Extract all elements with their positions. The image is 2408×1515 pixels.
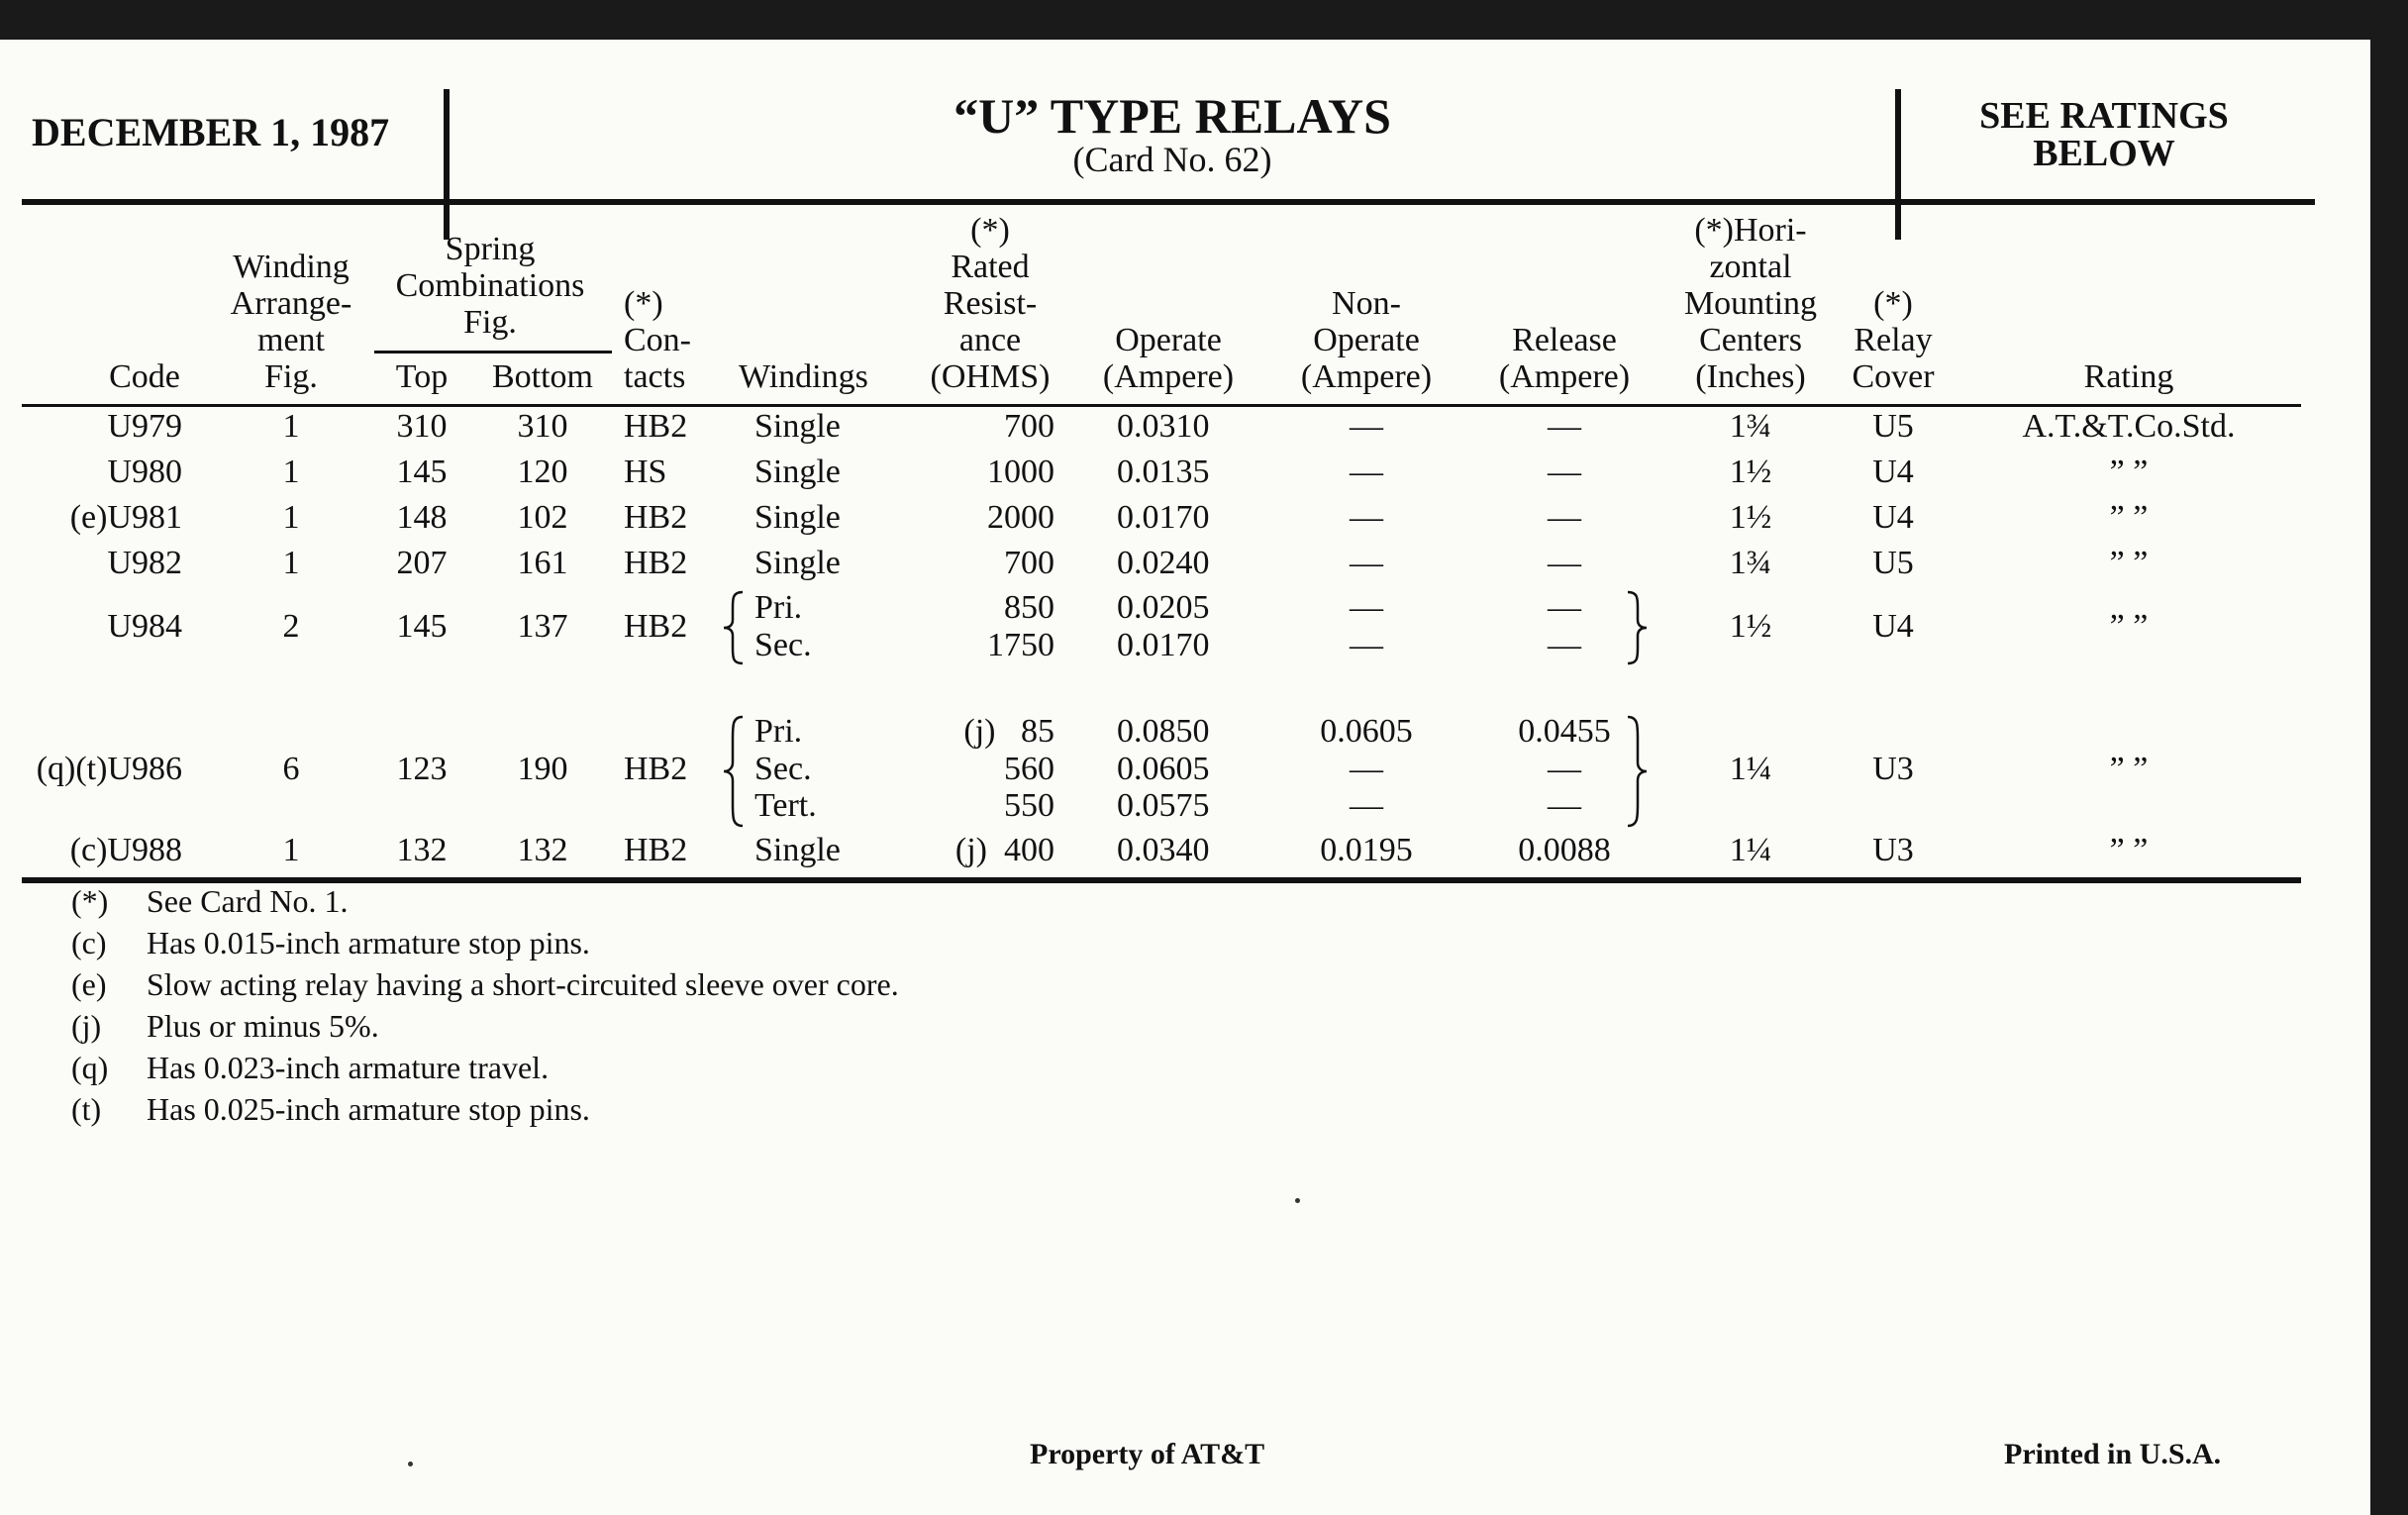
cell-contacts: HB2 [624, 751, 688, 787]
cell-resistance: 700 [1004, 545, 1054, 581]
cell-non-operate-pri: 0.0605 [1320, 713, 1413, 750]
cell-contacts: HB2 [624, 545, 688, 581]
cell-code: (c)U988 [69, 832, 182, 868]
col-operate: Operate (Ampere) [1102, 322, 1235, 395]
left-brace-icon [721, 590, 747, 665]
card-date: DECEMBER 1, 1987 [32, 110, 390, 154]
cell-spring-top: 123 [396, 751, 448, 787]
cell-resistance-pri: 850 [1004, 589, 1054, 626]
cell-windings: Single [754, 499, 841, 536]
cell-rating: ” ” [2109, 832, 2149, 868]
cell-spring-top: 145 [396, 454, 448, 490]
cell-mounting: 1½ [1729, 499, 1772, 536]
cell-winding-fig: 1 [282, 832, 300, 868]
cell-winding-fig: 1 [282, 454, 300, 490]
cell-rating: ” ” [2109, 751, 2149, 787]
cell-spring-top: 148 [396, 499, 448, 536]
cell-release: — [1548, 499, 1581, 536]
header-rule [22, 199, 2315, 205]
cell-operate-pri: 0.0850 [1117, 713, 1210, 750]
cell-cover: U4 [1872, 454, 1914, 490]
cell-code: U984 [107, 608, 182, 645]
cell-mounting: 1¼ [1729, 751, 1772, 787]
cell-winding-pri: Pri. [754, 713, 803, 750]
col-spring-combinations: Spring Combinations Fig. [395, 231, 585, 341]
col-relay-cover: (*) Relay Cover [1852, 285, 1935, 395]
cell-mounting: 1½ [1729, 608, 1772, 645]
cell-winding-pri: Pri. [754, 589, 803, 626]
speck [408, 1462, 413, 1466]
cell-operate: 0.0135 [1117, 454, 1210, 490]
right-brace-icon [1624, 715, 1650, 828]
col-winding-arrangement: Winding Arrange- ment Fig. [230, 249, 352, 395]
cell-spring-bottom: 137 [517, 608, 568, 645]
cell-resistance-pri: (j) 85 [963, 713, 1054, 750]
cell-operate: 0.0340 [1117, 832, 1210, 868]
cell-resistance: 2000 [987, 499, 1054, 536]
footnote-key: (c) [71, 925, 107, 960]
cell-contacts: HB2 [624, 608, 688, 645]
footnote-text: Has 0.023-inch armature travel. [147, 1050, 550, 1085]
col-spring-bottom: Bottom [491, 358, 594, 395]
cell-non-operate: — [1350, 408, 1383, 445]
cell-spring-top: 207 [396, 545, 448, 581]
cell-winding-fig: 1 [282, 545, 300, 581]
cell-operate: 0.0170 [1117, 499, 1210, 536]
cell-spring-top: 132 [396, 832, 448, 868]
cell-mounting: 1¼ [1729, 832, 1772, 868]
cell-winding-fig: 6 [282, 751, 300, 787]
cell-code: U979 [107, 408, 182, 445]
cell-spring-bottom: 120 [517, 454, 568, 490]
cell-winding-tert: Tert. [754, 787, 817, 824]
cell-release: — [1548, 408, 1581, 445]
cell-release-pri: — [1548, 589, 1581, 626]
cell-operate-sec: 0.0170 [1117, 627, 1210, 663]
col-spring-top: Top [395, 358, 449, 395]
footnote-key: (e) [71, 966, 107, 1002]
relay-card [0, 40, 2370, 1515]
cell-mounting: 1¾ [1729, 545, 1772, 581]
footnote-text: Slow acting relay having a short-circuited sleeve over core. [147, 966, 899, 1002]
footnote-key: (q) [71, 1050, 109, 1085]
cell-release: 0.0088 [1518, 832, 1611, 868]
cell-resistance: 1000 [987, 454, 1054, 490]
cell-release: — [1548, 545, 1581, 581]
cell-windings: Single [754, 832, 841, 868]
card-number: (Card No. 62) [1072, 140, 1272, 179]
cell-contacts: HB2 [624, 832, 688, 868]
cell-release-tert: — [1548, 787, 1581, 824]
footnote-text: Has 0.025-inch armature stop pins. [147, 1091, 590, 1127]
cell-cover: U4 [1872, 499, 1914, 536]
spring-underline [374, 351, 612, 354]
speck [1295, 1198, 1300, 1203]
cell-contacts: HS [624, 454, 667, 490]
ratings-note-line1: SEE RATINGS [1979, 95, 2229, 137]
cell-code: (q)(t)U986 [36, 751, 182, 787]
cell-windings: Single [754, 408, 841, 445]
cell-winding-fig: 1 [282, 408, 300, 445]
cell-spring-bottom: 161 [517, 545, 568, 581]
cell-operate-sec: 0.0605 [1117, 751, 1210, 787]
footnote-key: (j) [71, 1008, 102, 1044]
cell-resistance-sec: 1750 [987, 627, 1054, 663]
footnote-key: (*) [71, 883, 109, 919]
footer-property: Property of AT&T [1030, 1438, 1265, 1470]
cell-cover: U3 [1872, 751, 1914, 787]
cell-winding-sec: Sec. [754, 751, 812, 787]
right-brace-icon [1624, 590, 1650, 665]
cell-cover: U3 [1872, 832, 1914, 868]
cell-non-operate: — [1350, 499, 1383, 536]
cell-windings: Single [754, 545, 841, 581]
cell-release-sec: — [1548, 751, 1581, 787]
table-bottom-rule [22, 877, 2301, 883]
cell-mounting: 1¾ [1729, 408, 1772, 445]
col-mounting-centers: (*)Hori- zontal Mounting Centers (Inches) [1683, 212, 1818, 395]
cell-spring-bottom: 310 [517, 408, 568, 445]
cell-spring-bottom: 102 [517, 499, 568, 536]
cell-operate: 0.0240 [1117, 545, 1210, 581]
cell-non-operate: — [1350, 545, 1383, 581]
cell-code: (e)U981 [69, 499, 182, 536]
col-release: Release (Ampere) [1498, 322, 1631, 395]
cell-non-operate-sec: — [1350, 627, 1383, 663]
header-bottom-rule [22, 404, 2301, 407]
cell-code: U982 [107, 545, 182, 581]
footer-printed: Printed in U.S.A. [2004, 1438, 2222, 1470]
cell-rating: ” ” [2109, 608, 2149, 645]
cell-release-sec: — [1548, 627, 1581, 663]
cell-mounting: 1½ [1729, 454, 1772, 490]
cell-spring-bottom: 132 [517, 832, 568, 868]
left-brace-icon [721, 715, 747, 828]
cell-operate: 0.0310 [1117, 408, 1210, 445]
cell-spring-top: 310 [396, 408, 448, 445]
col-rated-resistance: (*) Rated Resist- ance (OHMS) [930, 212, 1051, 395]
cell-operate-tert: 0.0575 [1117, 787, 1210, 824]
card-title: “U” TYPE RELAYS [953, 88, 1391, 144]
cell-winding-sec: Sec. [754, 627, 812, 663]
cell-windings: Single [754, 454, 841, 490]
cell-resistance-sec: 560 [1004, 751, 1054, 787]
cell-non-operate-sec: — [1350, 751, 1383, 787]
cell-cover: U4 [1872, 608, 1914, 645]
cell-spring-bottom: 190 [517, 751, 568, 787]
footnote-text: Plus or minus 5%. [147, 1008, 379, 1044]
col-rating: Rating [2083, 358, 2174, 395]
col-code: Code [109, 358, 180, 395]
cell-rating: ” ” [2109, 499, 2149, 536]
cell-rating: ” ” [2109, 454, 2149, 490]
cell-contacts: HB2 [624, 408, 688, 445]
col-windings: Windings [739, 358, 868, 395]
cell-cover: U5 [1872, 545, 1914, 581]
footnote-key: (t) [71, 1091, 102, 1127]
cell-resistance-tert: 550 [1004, 787, 1054, 824]
cell-rating: A.T.&T.Co.Std. [2022, 408, 2236, 445]
cell-release: — [1548, 454, 1581, 490]
cell-non-operate: 0.0195 [1320, 832, 1413, 868]
ratings-note-line2: BELOW [2033, 133, 2175, 174]
col-contacts: (*) Con- tacts [624, 285, 691, 395]
cell-rating: ” ” [2109, 545, 2149, 581]
footnote-text: See Card No. 1. [147, 883, 349, 919]
footnote-text: Has 0.015-inch armature stop pins. [147, 925, 590, 960]
cell-contacts: HB2 [624, 499, 688, 536]
cell-non-operate: — [1350, 454, 1383, 490]
cell-cover: U5 [1872, 408, 1914, 445]
ratings-note [1901, 97, 2307, 172]
cell-operate-pri: 0.0205 [1117, 589, 1210, 626]
cell-spring-top: 145 [396, 608, 448, 645]
cell-winding-fig: 2 [282, 608, 300, 645]
cell-non-operate-tert: — [1350, 787, 1383, 824]
cell-resistance: 700 [1004, 408, 1054, 445]
cell-winding-fig: 1 [282, 499, 300, 536]
cell-release-pri: 0.0455 [1518, 713, 1611, 750]
col-non-operate: Non- Operate (Ampere) [1300, 285, 1433, 395]
cell-code: U980 [107, 454, 182, 490]
cell-resistance: (j) 400 [954, 832, 1054, 868]
cell-non-operate-pri: — [1350, 589, 1383, 626]
